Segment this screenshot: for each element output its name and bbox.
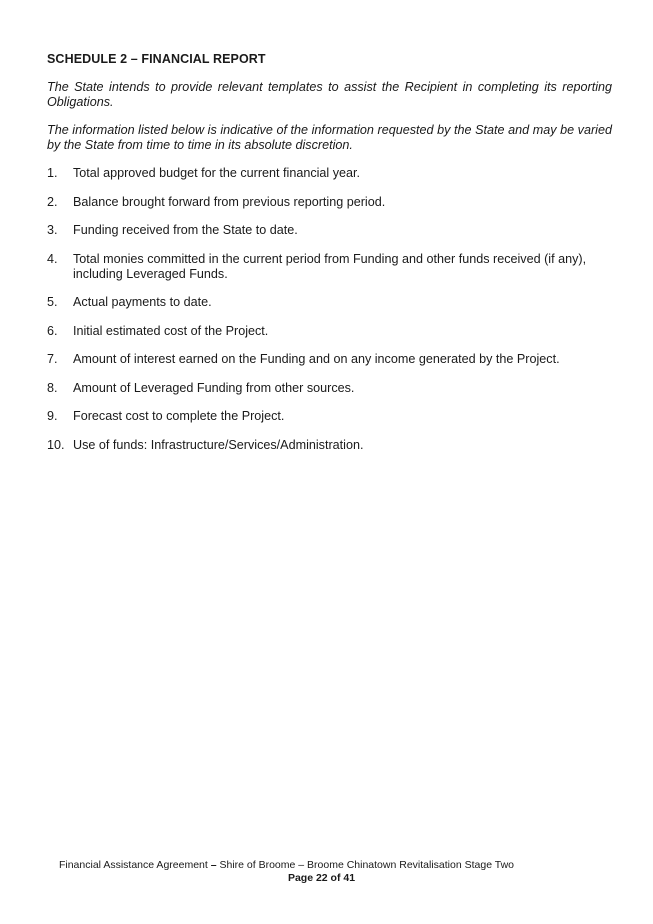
list-item [47, 166, 612, 181]
list-item-number: 9. [47, 409, 58, 423]
list-item-text: Amount of Leveraged Funding from other sources. [73, 380, 355, 395]
intro-paragraph-indicative: The information listed below is indicative of the information requested by the State and may be varied by the State from time to time in its absolute discretion. [47, 123, 612, 152]
list-item [47, 195, 612, 210]
footer-page-number: Page 22 of 41 [287, 872, 356, 884]
list-item-number: 1. [47, 166, 58, 180]
list-item [47, 223, 612, 238]
list-item-text: Total monies committed in the current period from Funding and other funds received (if any), including Leveraged Funds. [73, 251, 587, 281]
list-item-text: Balance brought forward from previous reporting period. [73, 194, 386, 209]
list-item [47, 252, 612, 282]
list-item-number: 5. [47, 295, 58, 309]
footer-title-separator: – [210, 859, 217, 871]
schedule-heading: SCHEDULE 2 – FINANCIAL REPORT [47, 52, 266, 66]
list-item-text: Amount of interest earned on the Funding and on any income generated by the Project. [73, 352, 560, 366]
list-item-number: 4. [47, 251, 58, 266]
footer-agreement-title [0, 859, 613, 872]
list-item [47, 295, 612, 310]
footer-title-part-2: Shire of Broome – Broome Chinatown Revitalisation Stage Two [216, 859, 515, 871]
list-item-number: 3. [47, 223, 58, 237]
list-item-text: Actual payments to date. [73, 295, 212, 309]
list-item-text: Initial estimated cost of the Project. [73, 323, 269, 338]
list-item-text: Total approved budget for the current financial year. [73, 166, 361, 180]
intro-paragraph-templates: The State intends to provide relevant templates to assist the Recipient in completing its reporting Obligations. [47, 80, 612, 109]
list-item-number: 10. [47, 437, 65, 452]
list-item-text: Funding received from the State to date. [73, 223, 298, 237]
list-item-text: Use of funds: Infrastructure/Services/Administration. [73, 437, 364, 452]
list-item-number: 6. [47, 323, 58, 338]
list-item-number: 8. [47, 380, 58, 395]
list-item [47, 324, 612, 339]
list-item-number: 2. [47, 194, 58, 209]
list-item [47, 409, 612, 424]
list-item-number: 7. [47, 352, 58, 366]
list-item [47, 438, 612, 453]
list-item [47, 381, 612, 396]
list-item [47, 352, 612, 367]
list-item-text: Forecast cost to complete the Project. [73, 409, 285, 423]
footer-title-part-1: Financial Assistance Agreement [58, 859, 211, 871]
financial-report-items-list [47, 166, 612, 466]
